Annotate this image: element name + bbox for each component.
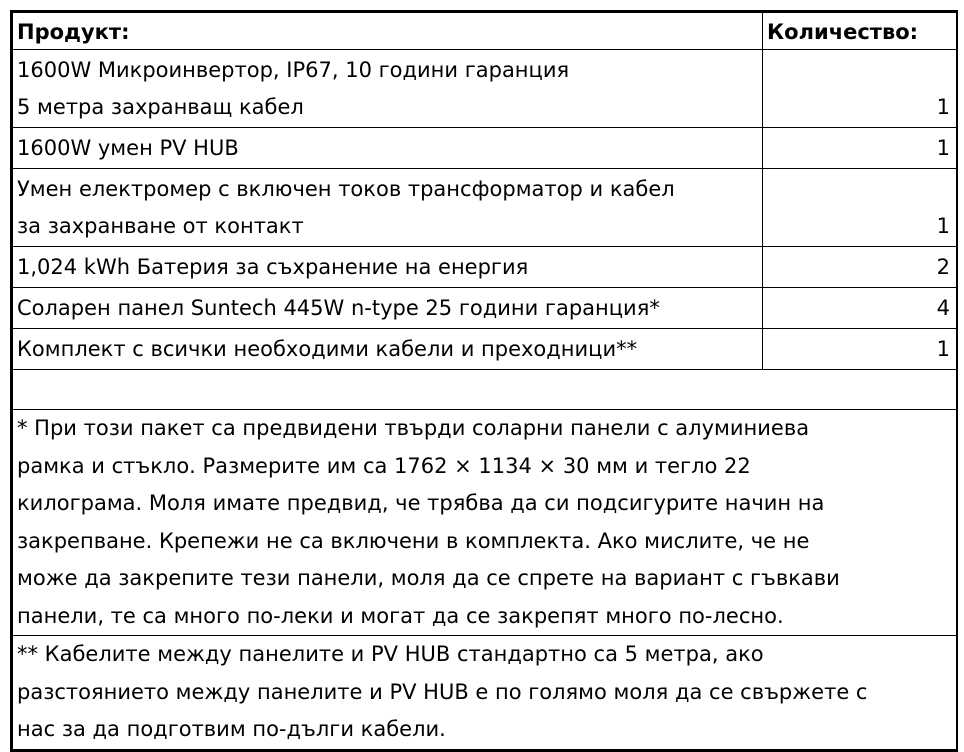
table-row — [13, 247, 957, 288]
quantity-cell: 2 — [763, 247, 957, 288]
quantity-cell: 1 — [763, 128, 957, 169]
panel-note: * При този пакет са предвидени твърди соларни панели с алуминиева рамка и стъкло. Размерите им са 1762 × 1134 × 30 мм и тегло 22 килограма. Моля имате предвид, че трябва да си подсигурите начин на закрепване. Крепежи не са включени в комплекта. Ако мислите, че не може да закрепите тези панели, моля да се спрете на вариант с гъвкави панели, те са много по-леки и могат да се закрепят много по-лесно. — [13, 410, 957, 636]
quantity-cell: 1 — [763, 50, 957, 128]
quantity-cell: 1 — [763, 169, 957, 247]
quantity-cell: 4 — [763, 288, 957, 329]
product-cell: 1,024 kWh Батерия за съхранение на енергия — [13, 247, 763, 288]
product-cell: Умен електромер с включен токов трансформатор и кабел за захранване от контакт — [13, 169, 763, 247]
product-cell: Комплект с всички необходими кабели и преходници** — [13, 329, 763, 370]
product-cell: 1600W умен PV HUB — [13, 128, 763, 169]
product-table — [12, 12, 957, 750]
header-row — [13, 13, 957, 50]
empty-cell — [13, 370, 957, 410]
table-row — [13, 329, 957, 370]
table-row — [13, 50, 957, 128]
table-row — [13, 128, 957, 169]
table-row — [13, 288, 957, 329]
empty-row — [13, 370, 957, 410]
note-row — [13, 410, 957, 636]
product-cell: 1600W Микроинвертор, IP67, 10 години гаранция 5 метра захранващ кабел — [13, 50, 763, 128]
product-table-sheet — [10, 10, 958, 752]
quantity-cell: 1 — [763, 329, 957, 370]
header-quantity: Количество: — [763, 13, 957, 50]
cable-note: ** Кабелите между панелите и PV HUB стандартно са 5 метра, ако разстоянието между панелите и PV HUB е по голямо моля да се свържете с нас за да подготвим по-дълги кабели. — [13, 636, 957, 750]
note-row — [13, 636, 957, 750]
table-row — [13, 169, 957, 247]
header-product: Продукт: — [13, 13, 763, 50]
product-cell: Соларен панел Suntech 445W n-type 25 години гаранция* — [13, 288, 763, 329]
